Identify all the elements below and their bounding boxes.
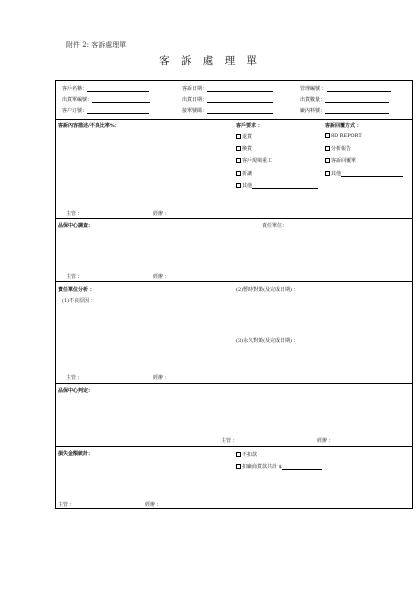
ship-qty-field[interactable] — [325, 97, 389, 103]
checkbox[interactable] — [236, 134, 241, 139]
deduct-amount-field[interactable] — [282, 464, 322, 470]
request-rework[interactable]: 客戶現場重工 — [236, 157, 272, 164]
handler-label: 經辦 ： — [145, 502, 162, 508]
part-no-field[interactable] — [207, 108, 273, 114]
complaint-date-group — [182, 85, 273, 92]
customer-po-field[interactable] — [87, 108, 149, 114]
internal-part-label: 廠內料號： — [300, 108, 326, 114]
checkbox[interactable] — [325, 171, 330, 176]
reply-analysis[interactable]: 分析報告 — [325, 145, 351, 152]
supervisor-label: 主管 ： — [66, 211, 83, 217]
defect-cause-label: (1)不良原因 ： — [62, 298, 96, 304]
ship-order-group — [62, 96, 150, 103]
customer-name-label: 客戶名稱： — [62, 86, 88, 92]
qa-judgment-label: 品保中心判定： — [58, 388, 94, 394]
complaint-date-label: 客訴日期： — [182, 86, 208, 92]
ship-order-label: 出貨單編號： — [62, 97, 93, 103]
no-deduct-option[interactable]: 不扣款 — [236, 451, 257, 458]
internal-part-group — [300, 107, 389, 114]
reply-form[interactable]: 客訴回覆單 — [325, 157, 356, 164]
divider — [56, 383, 412, 384]
reply-other[interactable]: 其他 — [325, 170, 403, 177]
mgmt-no-field[interactable] — [327, 86, 391, 92]
customer-name-field[interactable] — [87, 86, 149, 92]
checkbox[interactable] — [325, 158, 330, 163]
supervisor-label: 主管 ： — [58, 502, 75, 508]
ship-order-field[interactable] — [92, 97, 150, 103]
complaint-date-field[interactable] — [207, 86, 273, 92]
ship-qty-label: 出貨數量： — [300, 97, 326, 103]
complaint-form — [55, 80, 413, 509]
checkbox[interactable] — [325, 146, 330, 151]
divider — [56, 119, 412, 120]
customer-request-label: 客戶要求 ： — [236, 123, 263, 129]
responsible-unit-label: 責任單位： — [262, 223, 288, 229]
reply-method-label: 客訴回覆方式 ： — [325, 123, 362, 129]
checkbox[interactable] — [236, 183, 241, 188]
qa-investigation-label: 品保中心調查： — [58, 223, 94, 229]
complaint-content-label: 客訴內容描述/不良比率%： — [58, 123, 120, 129]
divider — [56, 281, 412, 282]
mgmt-no-group — [300, 85, 391, 92]
divider — [56, 218, 412, 219]
handler-label: 經辦 ： — [153, 211, 170, 217]
request-other-field[interactable] — [252, 183, 318, 189]
checkbox[interactable] — [236, 146, 241, 151]
customer-po-group — [62, 107, 149, 114]
supervisor-label: 主管 ： — [66, 274, 83, 280]
part-no-label: 接單號碼： — [182, 108, 208, 114]
checkbox[interactable] — [236, 464, 241, 469]
checkbox[interactable] — [236, 158, 241, 163]
checkbox[interactable] — [236, 452, 241, 457]
perm-measure-label: (3)永久對策(及完成日期) ： — [236, 338, 299, 344]
reply-other-field[interactable] — [341, 171, 403, 177]
checkbox[interactable] — [325, 133, 330, 138]
customer-po-label: 客户订號： — [62, 108, 88, 114]
reply-8d[interactable]: 8D REPORT — [325, 133, 362, 139]
request-exchange[interactable]: 換貨 — [236, 145, 252, 152]
header-row-1 — [62, 85, 149, 92]
ship-date-label: 出貨日期： — [182, 97, 208, 103]
supervisor-label: 主管 ： — [221, 438, 238, 444]
request-other[interactable]: 其他 — [236, 182, 318, 189]
ship-date-group — [182, 96, 273, 103]
part-no-group — [182, 107, 273, 114]
responsible-analysis-label: 責任單位分析 ： — [58, 287, 95, 293]
appendix-label: 附件 2: 客訴處理單 — [66, 41, 127, 49]
mgmt-no-label: 管理編號 ： — [300, 86, 327, 92]
handler-label: 經辦 ： — [317, 438, 334, 444]
ship-date-field[interactable] — [207, 97, 273, 103]
checkbox[interactable] — [236, 171, 241, 176]
request-return[interactable]: 退貨 — [236, 133, 252, 140]
internal-part-field[interactable] — [325, 108, 389, 114]
ship-qty-group — [300, 96, 389, 103]
divider — [56, 446, 412, 447]
handler-label: 經辦 ： — [153, 375, 170, 381]
supervisor-label: 主管 ： — [66, 375, 83, 381]
request-discount[interactable]: 折讓 — [236, 170, 252, 177]
page-title: 客 訴 處 理 單 — [159, 55, 261, 67]
handler-label: 經辦 ： — [153, 274, 170, 280]
deduct-option[interactable]: 扣廠商貨款共計 $ — [236, 463, 322, 470]
loss-amount-label: 損失金額統計： — [58, 451, 94, 457]
temp-measure-label: (2)暫時對策(及完成日期) ： — [236, 287, 299, 293]
